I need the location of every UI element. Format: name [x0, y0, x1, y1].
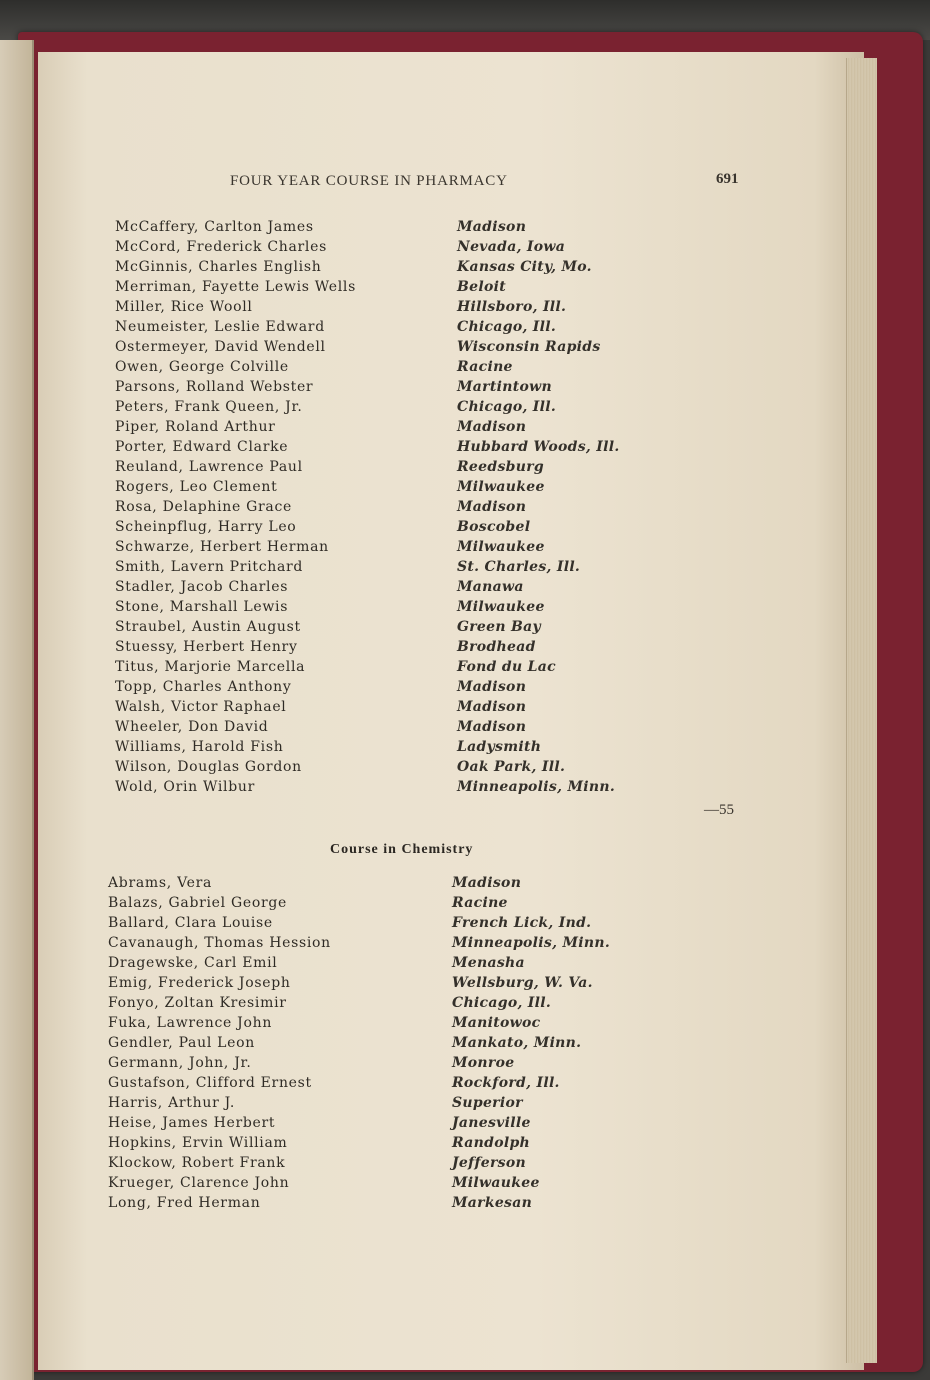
- student-hometown: Markesan: [452, 1195, 533, 1211]
- student-name: Balazs, Gabriel George: [108, 895, 288, 911]
- student-hometown: Minneapolis, Minn.: [452, 935, 610, 951]
- student-hometown: Madison: [457, 699, 527, 715]
- student-hometown: Madison: [457, 719, 527, 735]
- page-number: 691: [716, 171, 739, 187]
- student-hometown: Randolph: [452, 1135, 531, 1151]
- student-name: Ballard, Clara Louise: [108, 915, 273, 931]
- list-item: [0, 619, 930, 639]
- chemistry-student-list: [0, 875, 930, 1215]
- list-item: [0, 439, 930, 459]
- student-hometown: Madison: [457, 679, 527, 695]
- list-item: [0, 995, 930, 1015]
- student-name: Wilson, Douglas Gordon: [115, 759, 302, 775]
- student-hometown: Chicago, Ill.: [457, 319, 557, 335]
- list-item: [0, 1195, 930, 1215]
- list-item: [0, 895, 930, 915]
- student-hometown: Mankato, Minn.: [452, 1035, 582, 1051]
- student-hometown: Monroe: [452, 1055, 515, 1071]
- student-name: Hopkins, Ervin William: [108, 1135, 288, 1151]
- list-item: [0, 399, 930, 419]
- student-name: Fonyo, Zoltan Kresimir: [108, 995, 287, 1011]
- student-name: Heise, James Herbert: [108, 1115, 276, 1131]
- student-name: Gustafson, Clifford Ernest: [108, 1075, 312, 1091]
- student-name: Germann, John, Jr.: [108, 1055, 252, 1071]
- student-hometown: Janesville: [452, 1115, 531, 1131]
- list-item: [0, 499, 930, 519]
- pharmacy-student-count: —55: [704, 802, 734, 818]
- student-name: Titus, Marjorie Marcella: [115, 659, 306, 675]
- student-hometown: Wisconsin Rapids: [457, 339, 601, 355]
- student-hometown: Madison: [457, 219, 527, 235]
- list-item: [0, 479, 930, 499]
- student-hometown: Green Bay: [457, 619, 541, 635]
- student-hometown: Menasha: [452, 955, 525, 971]
- student-name: Piper, Roland Arthur: [115, 419, 276, 435]
- student-name: Fuka, Lawrence John: [108, 1015, 273, 1031]
- list-item: [0, 1035, 930, 1055]
- student-name: Schwarze, Herbert Herman: [115, 539, 329, 555]
- list-item: [0, 219, 930, 239]
- list-item: [0, 1135, 930, 1155]
- list-item: [0, 679, 930, 699]
- student-name: Dragewske, Carl Emil: [108, 955, 278, 971]
- student-hometown: Fond du Lac: [457, 659, 556, 675]
- list-item: [0, 299, 930, 319]
- student-hometown: Boscobel: [457, 519, 531, 535]
- student-name: Williams, Harold Fish: [115, 739, 284, 755]
- list-item: [0, 1175, 930, 1195]
- student-name: Wheeler, Don David: [115, 719, 269, 735]
- list-item: [0, 599, 930, 619]
- student-hometown: Wellsburg, W. Va.: [452, 975, 593, 991]
- student-hometown: Nevada, Iowa: [457, 239, 566, 255]
- student-name: McCord, Frederick Charles: [115, 239, 327, 255]
- student-hometown: Madison: [457, 499, 527, 515]
- student-hometown: Milwaukee: [452, 1175, 540, 1191]
- student-hometown: Milwaukee: [457, 599, 545, 615]
- student-hometown: French Lick, Ind.: [452, 915, 592, 931]
- student-name: Gendler, Paul Leon: [108, 1035, 255, 1051]
- list-item: [0, 659, 930, 679]
- student-hometown: Ladysmith: [457, 739, 542, 755]
- student-hometown: Manitowoc: [452, 1015, 541, 1031]
- student-name: Scheinpflug, Harry Leo: [115, 519, 297, 535]
- student-hometown: St. Charles, Ill.: [457, 559, 581, 575]
- student-name: Wold, Orin Wilbur: [115, 779, 255, 795]
- list-item: [0, 1075, 930, 1095]
- student-name: Cavanaugh, Thomas Hession: [108, 935, 331, 951]
- student-name: McCaffery, Carlton James: [115, 219, 314, 235]
- student-name: Merriman, Fayette Lewis Wells: [115, 279, 356, 295]
- list-item: [0, 875, 930, 895]
- list-item: [0, 1095, 930, 1115]
- student-name: Klockow, Robert Frank: [108, 1155, 286, 1171]
- student-name: Topp, Charles Anthony: [115, 679, 292, 695]
- student-hometown: Racine: [452, 895, 508, 911]
- student-name: Rosa, Delaphine Grace: [115, 499, 292, 515]
- student-name: Stadler, Jacob Charles: [115, 579, 289, 595]
- student-name: Walsh, Victor Raphael: [115, 699, 287, 715]
- list-item: [0, 639, 930, 659]
- list-item: [0, 699, 930, 719]
- student-name: Ostermeyer, David Wendell: [115, 339, 326, 355]
- list-item: [0, 935, 930, 955]
- student-hometown: Racine: [457, 359, 513, 375]
- student-hometown: Martintown: [457, 379, 552, 395]
- student-hometown: Minneapolis, Minn.: [457, 779, 615, 795]
- student-name: Neumeister, Leslie Edward: [115, 319, 325, 335]
- student-name: Rogers, Leo Clement: [115, 479, 278, 495]
- student-name: Miller, Rice Wooll: [115, 299, 253, 315]
- list-item: [0, 975, 930, 995]
- student-name: Reuland, Lawrence Paul: [115, 459, 303, 475]
- list-item: [0, 719, 930, 739]
- student-name: Porter, Edward Clarke: [115, 439, 289, 455]
- student-hometown: Jefferson: [452, 1155, 526, 1171]
- student-hometown: Reedsburg: [457, 459, 544, 475]
- list-item: [0, 339, 930, 359]
- student-name: Long, Fred Herman: [108, 1195, 261, 1211]
- student-hometown: Kansas City, Mo.: [457, 259, 592, 275]
- student-name: Smith, Lavern Pritchard: [115, 559, 304, 575]
- student-hometown: Hubbard Woods, Ill.: [457, 439, 620, 455]
- student-hometown: Beloit: [457, 279, 506, 295]
- student-hometown: Manawa: [457, 579, 524, 595]
- list-item: [0, 379, 930, 399]
- student-name: Parsons, Rolland Webster: [115, 379, 314, 395]
- student-name: Owen, George Colville: [115, 359, 289, 375]
- list-item: [0, 739, 930, 759]
- student-name: Harris, Arthur J.: [108, 1095, 235, 1111]
- student-hometown: Madison: [457, 419, 527, 435]
- list-item: [0, 915, 930, 935]
- list-item: [0, 579, 930, 599]
- list-item: [0, 359, 930, 379]
- student-hometown: Chicago, Ill.: [452, 995, 552, 1011]
- student-hometown: Hillsboro, Ill.: [457, 299, 567, 315]
- list-item: [0, 779, 930, 799]
- list-item: [0, 955, 930, 975]
- list-item: [0, 1155, 930, 1175]
- student-name: Straubel, Austin August: [115, 619, 301, 635]
- list-item: [0, 419, 930, 439]
- list-item: [0, 759, 930, 779]
- student-hometown: Oak Park, Ill.: [457, 759, 566, 775]
- student-name: Krueger, Clarence John: [108, 1175, 290, 1191]
- student-hometown: Madison: [452, 875, 522, 891]
- student-name: Emig, Frederick Joseph: [108, 975, 291, 991]
- student-name: Stuessy, Herbert Henry: [115, 639, 298, 655]
- student-name: Abrams, Vera: [108, 875, 213, 891]
- list-item: [0, 239, 930, 259]
- student-hometown: Brodhead: [457, 639, 536, 655]
- list-item: [0, 319, 930, 339]
- student-hometown: Rockford, Ill.: [452, 1075, 560, 1091]
- student-hometown: Milwaukee: [457, 539, 545, 555]
- list-item: [0, 559, 930, 579]
- list-item: [0, 259, 930, 279]
- list-item: [0, 279, 930, 299]
- section-heading-chemistry: Course in Chemistry: [330, 842, 474, 857]
- student-hometown: Chicago, Ill.: [457, 399, 557, 415]
- student-name: Peters, Frank Queen, Jr.: [115, 399, 303, 415]
- list-item: [0, 1055, 930, 1075]
- running-head: FOUR YEAR COURSE IN PHARMACY: [230, 173, 508, 189]
- student-name: Stone, Marshall Lewis: [115, 599, 289, 615]
- student-hometown: Superior: [452, 1095, 523, 1111]
- list-item: [0, 539, 930, 559]
- list-item: [0, 1015, 930, 1035]
- student-name: McGinnis, Charles English: [115, 259, 322, 275]
- list-item: [0, 1115, 930, 1135]
- pharmacy-student-list: [0, 219, 930, 799]
- list-item: [0, 519, 930, 539]
- list-item: [0, 459, 930, 479]
- student-hometown: Milwaukee: [457, 479, 545, 495]
